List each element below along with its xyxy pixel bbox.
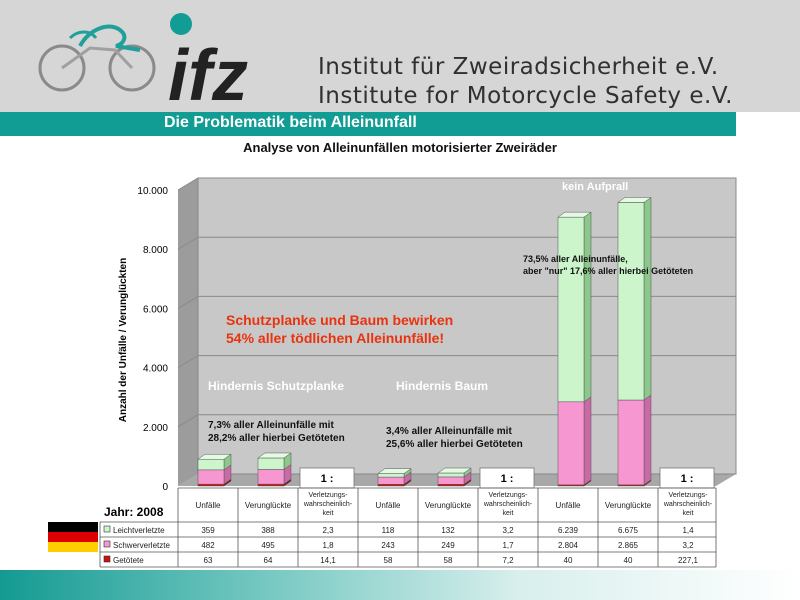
- table-cell: 6.239: [557, 526, 579, 535]
- table-cell: 2.865: [617, 541, 639, 550]
- bar-schwerverletzte: [558, 402, 584, 485]
- bar-getoetete: [438, 484, 464, 486]
- table-cell: 227,1: [677, 556, 699, 565]
- table-column-header: keit: [682, 510, 694, 517]
- chart-side-wall: [178, 178, 198, 486]
- institute-name-de: Institut für Zweiradsicherheit e.V.: [318, 54, 719, 80]
- ratio-label: 1 :: [680, 473, 694, 485]
- bar-leichtverletzte: [258, 458, 284, 469]
- bar-leichtverletzte-side: [644, 197, 651, 400]
- table-column-header: Verletzungs-: [308, 492, 348, 499]
- table-cell: 249: [441, 541, 455, 550]
- bar-getoetete: [378, 484, 404, 486]
- table-cell: 14,1: [320, 556, 336, 565]
- y-axis-label: Anzahl der Unfälle / Verunglückten: [118, 257, 129, 423]
- table-column-header: Verunglückte: [424, 501, 472, 510]
- y-tick-label: 10.000: [137, 186, 168, 197]
- footer-gradient-bar: [0, 570, 800, 600]
- table-column-header: wahrscheinlich-: [663, 501, 713, 508]
- slide-title: Die Problematik beim Alleinunfall: [164, 114, 417, 131]
- table-cell: 6.675: [617, 526, 639, 535]
- table-cell: 58: [443, 556, 453, 565]
- y-tick-label: 4.000: [142, 363, 168, 375]
- y-tick-label: 0: [162, 482, 168, 493]
- bar-getoetete: [258, 484, 284, 486]
- bar-leichtverletzte: [618, 202, 644, 400]
- table-cell: 2.804: [557, 541, 579, 550]
- table-cell: 482: [201, 541, 215, 550]
- bar-schwerverletzte: [618, 400, 644, 485]
- table-column-header: Unfälle: [195, 501, 221, 510]
- german-flag-icon: [48, 522, 98, 552]
- institute-name-en: Institute for Motorcycle Safety e.V.: [318, 83, 733, 109]
- table-cell: 40: [623, 556, 633, 565]
- legend-label: Leichtverletzte: [113, 526, 165, 535]
- group-label-baum: Hindernis Baum: [396, 379, 489, 393]
- bar-schwerverletzte-side: [584, 397, 591, 485]
- table-cell: 40: [563, 556, 573, 565]
- legend-swatch: [104, 541, 110, 547]
- table-cell: 63: [203, 556, 213, 565]
- ratio-label: 1 :: [320, 473, 334, 485]
- bar-getoetete: [198, 484, 224, 486]
- highlight-text-1: Schutzplanke und Baum bewirken: [226, 312, 454, 328]
- group-label-schutzplanke: Hindernis Schutzplanke: [208, 379, 345, 393]
- table-column-header: Verletzungs-: [488, 492, 528, 499]
- table-column-header: Verunglückte: [604, 501, 652, 510]
- annotation-kein-2: aber "nur" 17,6% aller hierbei Getöteten: [523, 266, 694, 276]
- year-label: Jahr: 2008: [104, 505, 164, 519]
- annotation-baum-1: 3,4% aller Alleinunfälle mit: [386, 426, 512, 437]
- table-cell: 243: [381, 541, 395, 550]
- bar-leichtverletzte-side: [584, 212, 591, 402]
- highlight-text-2: 54% aller tödlichen Alleinunfälle!: [226, 330, 445, 346]
- table-cell: 118: [381, 526, 395, 535]
- y-tick-label: 2.000: [142, 422, 168, 434]
- chart-title: Analyse von Alleinunfällen motorisierter Zweiräder: [243, 140, 557, 155]
- bar-leichtverletzte: [438, 473, 464, 477]
- table-column-header: wahrscheinlich-: [303, 501, 353, 508]
- table-cell: 1,4: [682, 526, 694, 535]
- table-column-header: keit: [322, 510, 334, 517]
- table-cell: 3,2: [502, 526, 514, 535]
- annotation-schutz-2: 28,2% aller hierbei Getöteten: [208, 433, 345, 444]
- table-cell: 1,8: [322, 541, 334, 550]
- legend-swatch: [104, 526, 110, 532]
- bar-leichtverletzte: [198, 459, 224, 470]
- table-column-header: Verunglückte: [244, 501, 292, 510]
- bar-schwerverletzte: [438, 477, 464, 484]
- bar-schwerverletzte: [378, 477, 404, 484]
- logo-text: ifz: [168, 36, 248, 108]
- y-tick-label: 8.000: [142, 245, 168, 257]
- table-column-header: Verletzungs-: [668, 492, 708, 499]
- table-cell: 495: [261, 541, 275, 550]
- annotation-baum-2: 25,6% aller hierbei Getöteten: [386, 439, 523, 450]
- annotation-kein-1: 73,5% aller Alleinunfälle,: [523, 254, 628, 264]
- group-label-kein-aufprall: kein Aufprall: [562, 181, 629, 193]
- y-tick-label: 6.000: [142, 304, 168, 316]
- legend-label: Getötete: [113, 556, 144, 565]
- table-cell: 3,2: [682, 541, 694, 550]
- table-cell: 58: [383, 556, 393, 565]
- annotation-schutz-1: 7,3% aller Alleinunfälle mit: [208, 420, 334, 431]
- table-column-header: Unfälle: [555, 501, 581, 510]
- table-cell: 7,2: [502, 556, 514, 565]
- table-cell: 64: [263, 556, 273, 565]
- table-cell: 132: [441, 526, 455, 535]
- bar-schwerverletzte: [198, 470, 224, 484]
- bar-schwerverletzte: [258, 469, 284, 484]
- bar-leichtverletzte: [558, 217, 584, 402]
- legend-swatch: [104, 556, 110, 562]
- table-cell: 388: [261, 526, 275, 535]
- table-cell: 2,3: [322, 526, 334, 535]
- bar-leichtverletzte: [378, 474, 404, 477]
- table-cell: 359: [201, 526, 215, 535]
- table-column-header: wahrscheinlich-: [483, 501, 533, 508]
- table-cell: 1,7: [502, 541, 514, 550]
- ratio-label: 1 :: [500, 473, 514, 485]
- bar-schwerverletzte-side: [644, 395, 651, 485]
- table-column-header: keit: [502, 510, 514, 517]
- legend-label: Schwerverletzte: [113, 541, 170, 550]
- table-column-header: Unfälle: [375, 501, 401, 510]
